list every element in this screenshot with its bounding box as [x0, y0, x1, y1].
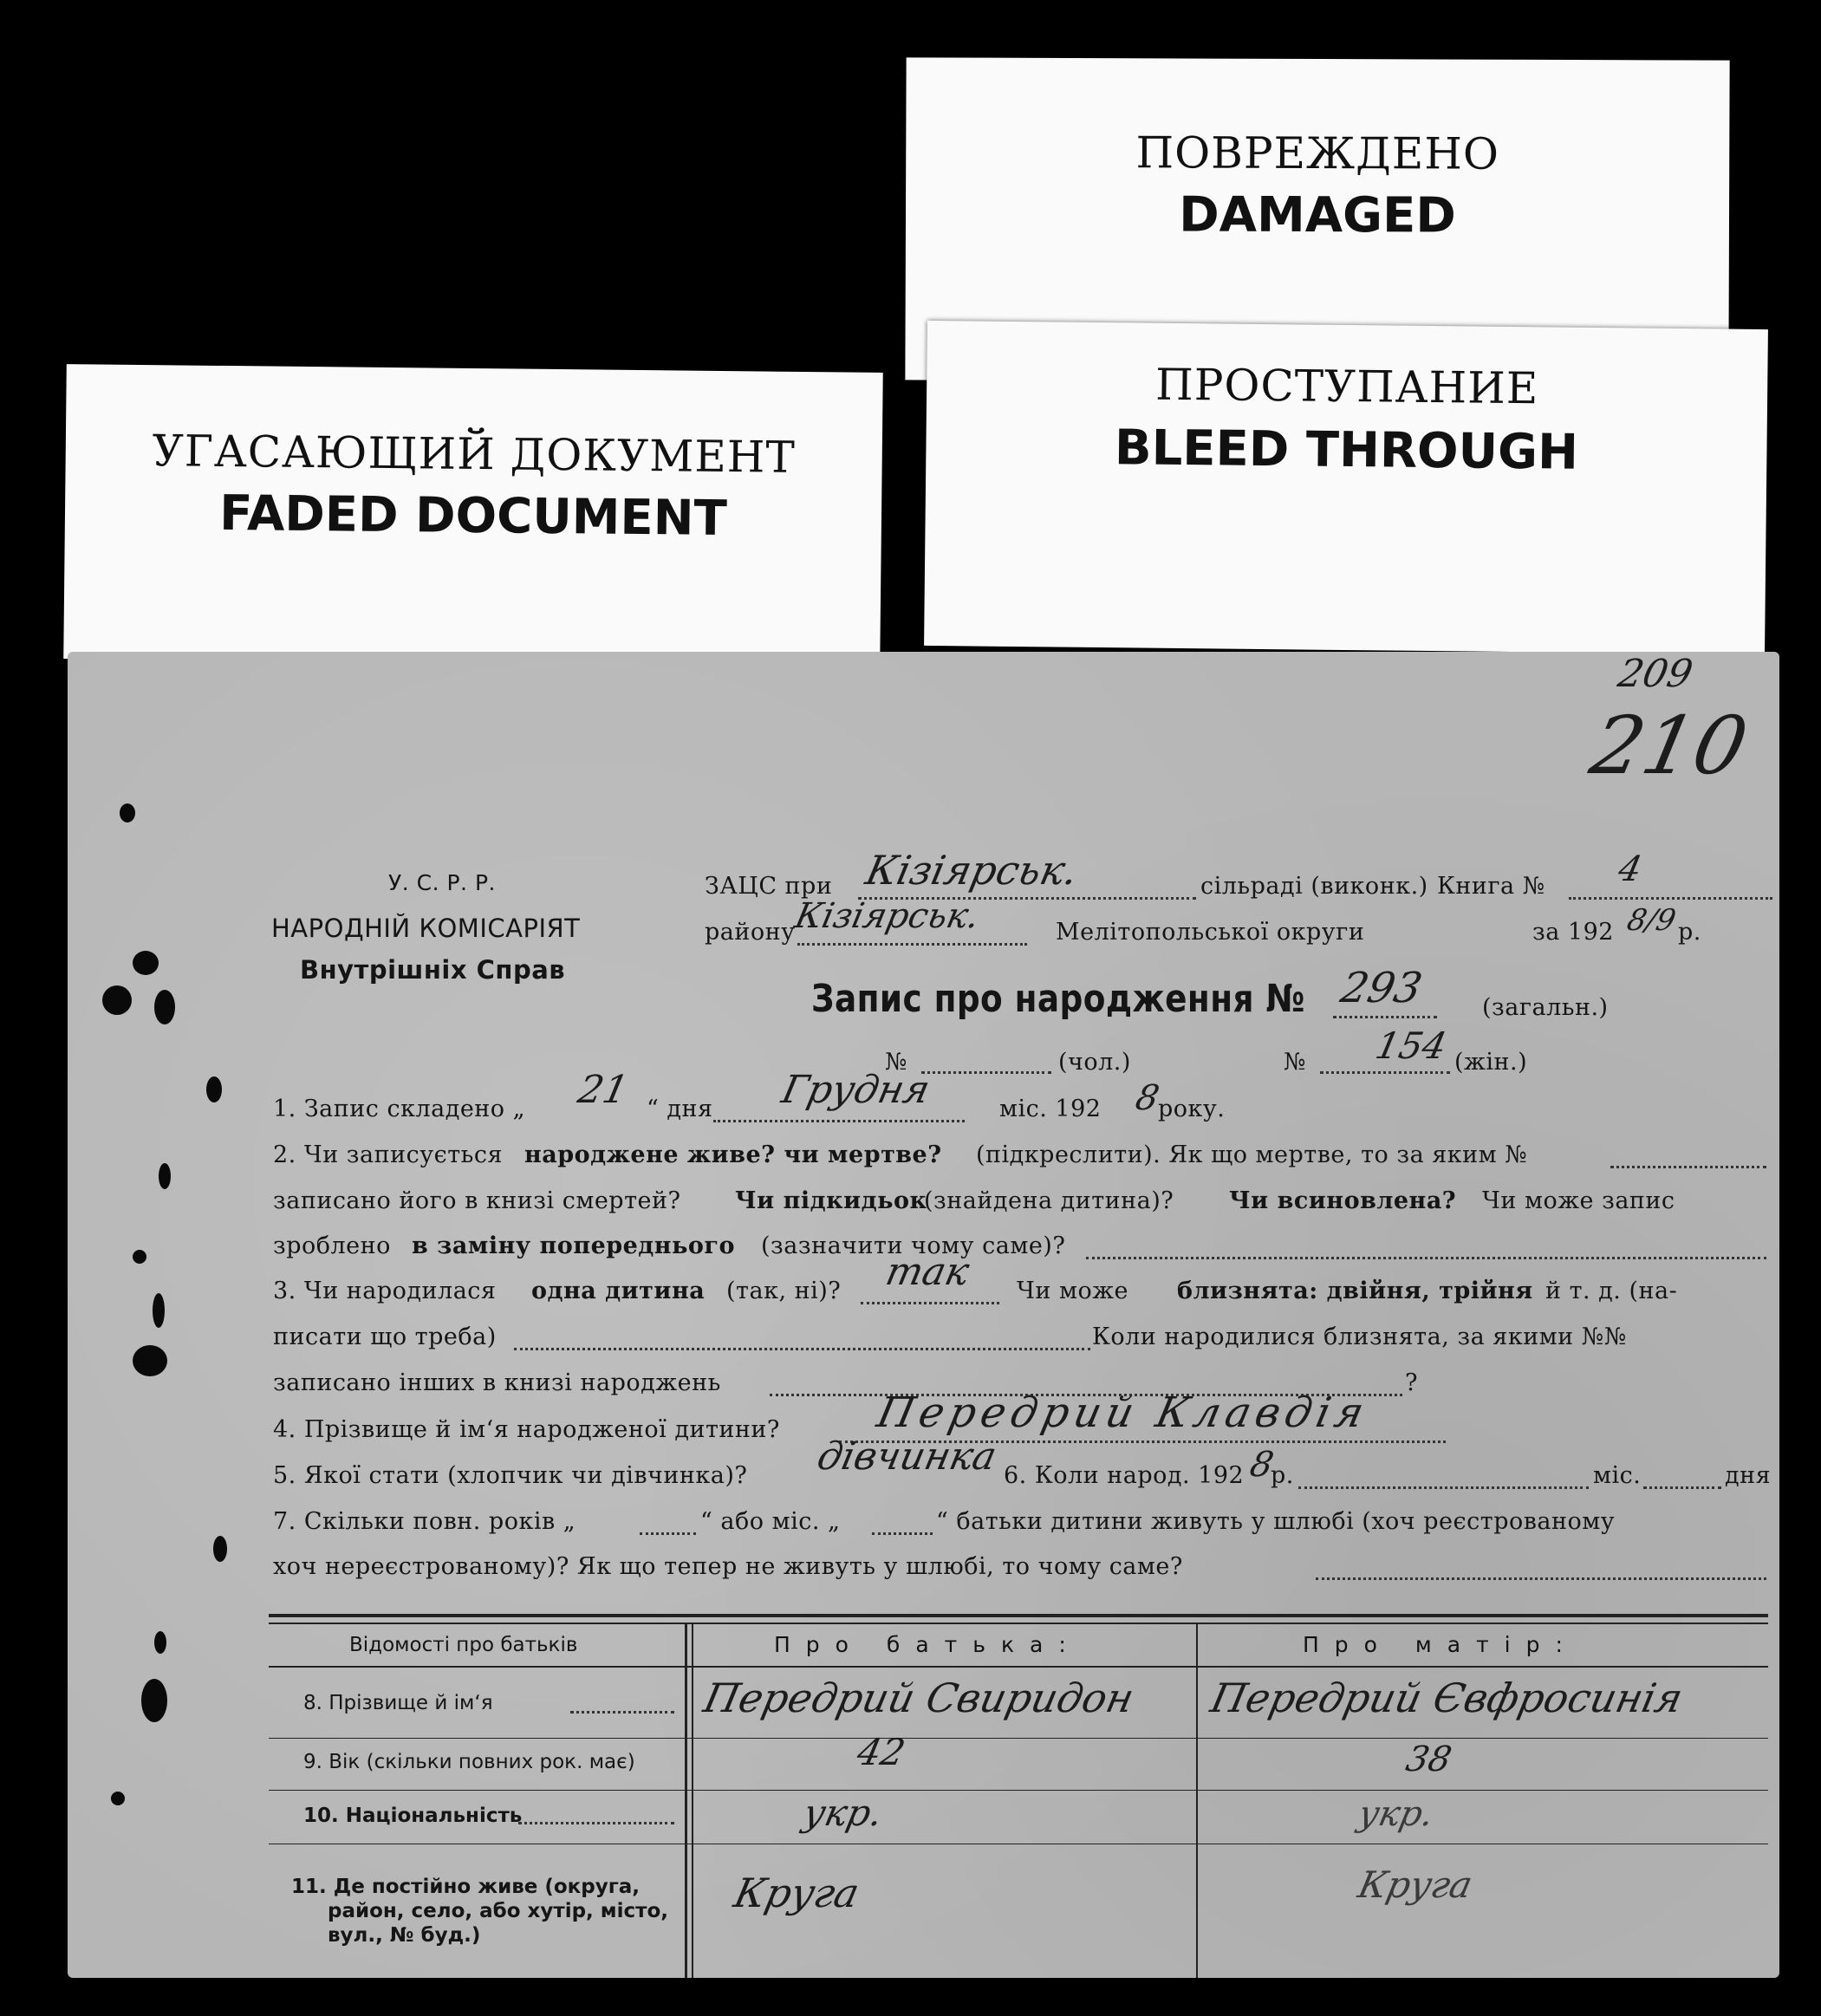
- female-no-label: №: [1284, 1049, 1307, 1076]
- archive-number-top: 209: [1614, 652, 1697, 696]
- female-no-value: 154: [1371, 1024, 1451, 1067]
- zacs-value: Кізіярськ.: [862, 847, 1083, 894]
- dotted-line: [1316, 1577, 1766, 1580]
- line2-b: народжене живе? чи мертве?: [524, 1141, 942, 1168]
- line3-d: Чи може: [1017, 1278, 1129, 1304]
- line3-g: писати що треба): [273, 1323, 497, 1350]
- father-name: Передрий Свиридон: [699, 1675, 1139, 1721]
- line6-r: р.: [1271, 1462, 1294, 1489]
- line3-e: близнята: двійня, трійня: [1177, 1278, 1533, 1304]
- book-value: 4: [1615, 849, 1646, 889]
- region-label: Мелітопольської округи: [1056, 919, 1365, 946]
- father-residence: Круга: [730, 1870, 864, 1916]
- line2-h: Чи може запис: [1482, 1187, 1675, 1214]
- ministry-label: Внутрішніх Справ: [300, 955, 566, 985]
- line2-i: зроблено: [273, 1232, 391, 1259]
- table-col-divider: [1196, 1624, 1198, 1978]
- line2-k: (зазначити чому саме)?: [761, 1232, 1066, 1259]
- punch-hole: [133, 1250, 146, 1264]
- dotted-line: [797, 943, 1027, 946]
- line3-c: (так, ні)?: [726, 1278, 842, 1304]
- mother-age: 38: [1402, 1740, 1455, 1779]
- punch-hole: [213, 1536, 227, 1562]
- punch-hole: [154, 1631, 166, 1654]
- father-age: 42: [853, 1731, 909, 1773]
- dotted-line: [1610, 1166, 1766, 1168]
- punch-hole: [154, 990, 175, 1024]
- table-row-label-line3: вул., № буд.): [328, 1924, 481, 1947]
- bleed-label-ru: ПРОСТУПАНИЕ: [1154, 359, 1539, 414]
- birth-record-sheet: [68, 652, 1779, 1978]
- dotted-line: [1086, 1257, 1766, 1259]
- child-name: Передрий Клавдія: [873, 1388, 1374, 1437]
- line7-b: “ або міс. „: [700, 1508, 841, 1535]
- district-prefix: району: [705, 919, 796, 946]
- dotted-line: [640, 1532, 696, 1535]
- line6-year: 8: [1246, 1445, 1278, 1485]
- line7-d: хоч нереєстрованому)? Як що тепер не живуть у шлюбі, то чому саме?: [273, 1553, 1183, 1580]
- dotted-line: [570, 1711, 674, 1714]
- table-col2-header: Про матір:: [1303, 1632, 1578, 1657]
- faded-label-ru: УГАСАЮЩИЙ ДОКУМЕНТ: [152, 426, 797, 483]
- line3-f: й т. д. (на-: [1545, 1278, 1678, 1304]
- dotted-line: [861, 1302, 999, 1304]
- book-label: Книга №: [1437, 873, 1545, 900]
- line1-prefix: 1. Запис складено „: [273, 1096, 526, 1122]
- table-row-label: 9. Вік (скільки повних рок. має): [303, 1751, 635, 1773]
- mother-name: Передрий Євфросинія: [1206, 1675, 1688, 1721]
- record-number: 293: [1336, 964, 1427, 1012]
- line2-g: Чи всиновлена?: [1229, 1187, 1457, 1214]
- line1-mid: “ дня: [647, 1096, 713, 1122]
- dotted-line: [872, 1532, 933, 1535]
- line7-a: 7. Скільки повн. років „: [273, 1508, 576, 1535]
- male-no-label: №: [885, 1049, 908, 1076]
- punch-hole: [111, 1792, 125, 1805]
- table-header-rule: [269, 1666, 1768, 1668]
- table-col-divider: [685, 1624, 687, 1978]
- table-top-rule-2: [269, 1623, 1768, 1624]
- punch-hole: [141, 1679, 167, 1722]
- line2-d: записано його в книзі смертей?: [273, 1187, 681, 1214]
- line2-e: Чи підкидьок: [735, 1187, 927, 1214]
- faded-document-label-card: [63, 364, 883, 667]
- dotted-line: [1320, 1071, 1450, 1074]
- line7-c: “ батьки дитини живуть у шлюбі (хоч реєстрованому: [936, 1508, 1616, 1535]
- line1-suffix: міс. 192: [999, 1096, 1102, 1122]
- dotted-line: [1333, 1016, 1437, 1018]
- line2-f: (знайдена дитина)?: [924, 1187, 1174, 1214]
- table-row-label: 11. Де постійно живе (округа,: [291, 1876, 641, 1898]
- punch-hole: [153, 1293, 165, 1328]
- line1-day: 21: [574, 1068, 633, 1112]
- line3-b: одна дитина: [531, 1278, 706, 1304]
- zacs-prefix: ЗАЦС при: [705, 873, 833, 900]
- damaged-label-en: DAMAGED: [1179, 186, 1456, 244]
- male-label: (чол.): [1058, 1049, 1131, 1076]
- dotted-line: [518, 1822, 674, 1824]
- line2-j: в заміну попереднього: [412, 1232, 735, 1259]
- dotted-line: [921, 1071, 1051, 1074]
- child-sex: дівчинка: [813, 1434, 1001, 1479]
- dotted-line: [713, 1120, 965, 1122]
- line6-day: дня: [1725, 1462, 1772, 1489]
- bleed-label-en: BLEED THROUGH: [1114, 419, 1579, 481]
- female-label: (жін.): [1454, 1049, 1528, 1076]
- table-col1-header: Про батька:: [774, 1632, 1082, 1657]
- table-row-rule: [269, 1738, 1768, 1739]
- line3-value: так: [881, 1250, 973, 1294]
- council-suffix: сільраді (виконк.): [1200, 873, 1428, 900]
- table-col0-header: Відомості про батьків: [349, 1634, 578, 1656]
- punch-hole: [102, 985, 132, 1015]
- line2-c: (підкреслити). Як що мертве, то за яким №: [976, 1141, 1528, 1168]
- table-top-rule: [269, 1614, 1768, 1617]
- faded-label-en: FADED DOCUMENT: [218, 484, 728, 548]
- mother-residence: Круга: [1354, 1863, 1477, 1906]
- archive-number-main: 210: [1583, 699, 1755, 792]
- punch-hole: [133, 951, 159, 975]
- commissariat-label: НАРОДНІЙ КОМІСАРІЯТ: [271, 914, 581, 943]
- year-prefix: за 192: [1532, 919, 1614, 946]
- line3-a: 3. Чи народилася: [273, 1278, 497, 1304]
- district-value: Кізіярськ.: [791, 896, 984, 936]
- dotted-line: [1569, 897, 1772, 900]
- line1-end: року.: [1158, 1096, 1226, 1122]
- table-col-divider: [692, 1624, 693, 1978]
- dotted-line: [514, 1348, 1090, 1350]
- table-row-label: 8. Прізвище й ім‘я: [303, 1692, 493, 1714]
- mother-nationality: укр.: [1355, 1794, 1438, 1834]
- year-value: 8/9: [1623, 903, 1679, 938]
- record-number-suffix: (загальн.): [1482, 994, 1609, 1021]
- father-nationality: укр.: [799, 1792, 887, 1834]
- punch-hole: [206, 1076, 222, 1102]
- line4-label: 4. Прізвище й ім‘я народженої дитини?: [273, 1416, 780, 1443]
- line2-a: 2. Чи записується: [273, 1141, 504, 1168]
- year-suffix: р.: [1678, 919, 1701, 946]
- line6-label: 6. Коли народ. 192: [1004, 1462, 1245, 1489]
- republic-label: У. С. Р. Р.: [388, 870, 496, 895]
- punch-hole: [133, 1345, 167, 1376]
- table-row-label-line2: район, село, або хутір, місто,: [328, 1900, 668, 1922]
- table-row-label: 10. Національність: [303, 1805, 523, 1827]
- dotted-line: [1298, 1486, 1589, 1489]
- line3-j: ?: [1405, 1369, 1418, 1396]
- table-row-rule: [269, 1790, 1768, 1791]
- punch-hole: [159, 1163, 171, 1189]
- line1-month: Грудня: [777, 1068, 934, 1112]
- line5-label: 5. Якої стати (хлопчик чи дівчинка)?: [273, 1462, 748, 1489]
- line3-i: записано інших в книзі народжень: [273, 1369, 721, 1396]
- punch-hole: [120, 803, 135, 823]
- record-title: Запис про народження №: [811, 977, 1305, 1021]
- bleed-through-label-card: [924, 321, 1768, 654]
- damaged-label-ru: ПОВРЕЖДЕНО: [1135, 127, 1500, 179]
- dotted-line: [1643, 1486, 1721, 1489]
- line3-h: Коли народилися близнята, за якими №№: [1092, 1323, 1627, 1350]
- line6-month: міс.: [1593, 1462, 1642, 1489]
- line1-year: 8: [1132, 1078, 1163, 1118]
